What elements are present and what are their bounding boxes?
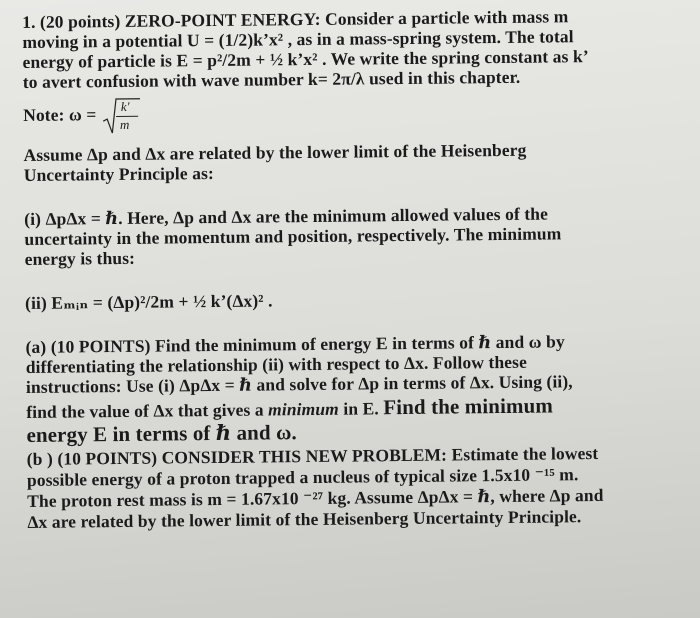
item-i-line-2: uncertainty in the momentum and position, respectively. The minimum bbox=[24, 223, 562, 249]
problem-line-3: energy of particle is E = p²/2m + ½ k’x² . We write the spring constant as k’ bbox=[22, 46, 589, 72]
minimum-emphasis: minimum bbox=[268, 398, 339, 420]
part-a-line-5: energy E in terms of ℏ and ω. bbox=[26, 420, 297, 447]
part-b-line-4: Δx are related by the lower limit of the Heisenberg Uncertainty Principle. bbox=[27, 506, 582, 532]
part-a-line-4-end: Find the minimum bbox=[383, 393, 554, 420]
omega-formula bbox=[101, 97, 141, 135]
problem-text bbox=[22, 0, 700, 618]
part-a-line-4-start: find the value of Δx that gives a bbox=[26, 399, 269, 422]
part-a-line-1: (a) (10 POINTS) Find the minimum of energy E in terms of ℏ and ω by bbox=[25, 331, 565, 357]
note-label: Note: ω = bbox=[23, 104, 97, 126]
item-ii-line: (ii) Eₘᵢₙ = (Δp)²/2m + ½ k’(Δx)² . bbox=[25, 290, 273, 313]
note-line bbox=[23, 97, 141, 136]
part-a-line-3: instructions: Use (i) ΔpΔx = ℏ and solve for Δp in terms of Δx. Using (ii), bbox=[25, 371, 573, 397]
part-a-line-4-mid: in E. bbox=[338, 398, 384, 419]
item-i-line-3: energy is thus: bbox=[24, 247, 136, 269]
assume-line-1: Assume Δp and Δx are related by the lower limit of the Heisenberg bbox=[23, 139, 527, 165]
part-a-line-2: differentiating the relationship (ii) with respect to Δx. Follow these bbox=[25, 351, 527, 377]
problem-line-2: moving in a potential U = (1/2)k’x² , as in a mass-spring system. The total bbox=[22, 26, 574, 52]
problem-line-4: to avert confusion with wave number k= 2π/λ used in this chapter. bbox=[22, 66, 521, 92]
item-i-line-1: (i) ΔpΔx = ℏ. Here, Δp and Δx are the minimum allowed values of the bbox=[24, 203, 549, 229]
part-b-line-1: (b ) (10 POINTS) CONSIDER THIS NEW PROBLEM: Estimate the lowest bbox=[26, 442, 599, 469]
assume-line-2: Uncertainty Principle as: bbox=[23, 163, 214, 185]
part-b-line-3: The proton rest mass is m = 1.67x10 ⁻²⁷ kg. Assume ΔpΔx = ℏ, where Δp and bbox=[27, 484, 604, 511]
problem-line-1: 1. (20 points) ZERO-POINT ENERGY: Consider a particle with mass m bbox=[22, 6, 569, 32]
omega-denominator: m bbox=[119, 116, 130, 132]
omega-numerator: k' bbox=[120, 98, 130, 114]
part-b-line-2: possible energy of a proton trapped a nucleus of typical size 1.5x10 ⁻¹⁵ m. bbox=[26, 464, 579, 490]
